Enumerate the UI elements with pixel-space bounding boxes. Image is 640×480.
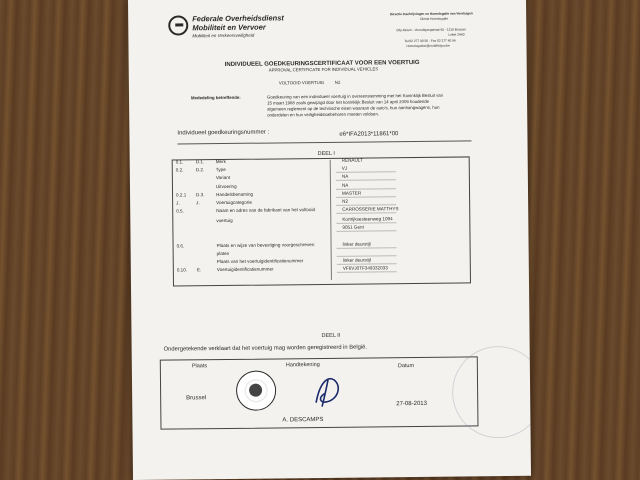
fod-logo-icon <box>168 15 188 35</box>
row-code-a: 0.10. <box>176 267 188 273</box>
row-label: platen <box>216 250 230 257</box>
row-label: Naam en adres van de fabrikant van het voltooid <box>216 207 316 214</box>
row-label: Merk <box>215 158 226 165</box>
header-service: Dienst Homologatie <box>420 16 449 21</box>
row-value: NA <box>341 173 349 179</box>
org-name-line1: Federale Overheidsdienst <box>192 13 284 24</box>
signature-label: Handtekening <box>285 362 320 369</box>
date-label: Datum <box>397 363 415 370</box>
row-code-a: J. <box>176 200 180 206</box>
header-email: Homologation@mobilit.fgov.be <box>406 43 450 49</box>
row-value: CARROSSERIE MATTHYS <box>342 206 399 212</box>
header-phone: Tel 02 277 30 50 - Fax 02 277 40 94 <box>404 38 456 44</box>
header-desk: Loket 2A60 <box>448 32 465 37</box>
row-value: VJ <box>341 165 348 171</box>
row-code-a: 0.2.1 <box>176 192 187 198</box>
row-label: Variant <box>215 174 231 181</box>
row-code-a: 0.6. <box>176 243 185 249</box>
row-code-b: D.3. <box>196 192 205 198</box>
row-value: RENAULT <box>341 157 363 163</box>
approval-number-value: e6*IFA2013*11861*00 <box>339 131 399 138</box>
org-name-line2: Mobiliteit en Vervoer <box>192 22 266 33</box>
certificate-page <box>128 0 531 480</box>
row-value: 9051 Gent <box>342 224 364 230</box>
notice-text-4: onderdelen en hun veiligheidstoebehoren moeten voldoen. <box>267 111 380 118</box>
place-label: Plaats <box>191 363 208 370</box>
row-value: Kortrijksesteenweg 1094 <box>342 216 393 222</box>
date-value: 27-08-2013 <box>396 400 427 408</box>
row-code-b: J. <box>196 200 200 206</box>
row-value: N2 <box>342 198 349 204</box>
signature-declaration: Ondergetekende verklaart dat het voertuig mag worden geregistreerd in België. <box>163 344 368 353</box>
row-label: Uitvoering <box>215 183 237 190</box>
header-dept: Directie Inschrijvingen en Homologatie van Voertuigen <box>390 11 473 17</box>
row-value: linker deurstijl <box>342 257 371 263</box>
row-code-b: D.2. <box>195 167 205 173</box>
org-name-line3: Mobiliteit en Verkeersveiligheid <box>192 32 255 39</box>
approval-number-label: Individueel goedkeuringsnummer : <box>177 129 270 137</box>
row-value: VF6VJ0TF349332033 <box>342 265 388 271</box>
place-value: Brussel <box>186 395 207 402</box>
row-label: Voertuigcategorie <box>216 199 252 206</box>
row-code-b: E. <box>196 267 202 273</box>
row-value: MASTER <box>342 190 362 196</box>
row-value: NA <box>341 182 349 188</box>
row-code-a: 0.1. <box>175 159 184 165</box>
notice-text-3: algemeen reglement op de technische eisen waaraan de auto's, hun aanhangwagens, hun <box>267 104 440 112</box>
signer-name: A. DESCAMPS <box>282 416 324 424</box>
notice-text-1: Goedkeuring van een individueel voertuig in overeenstemming met het Koninklijk Besluit van <box>266 92 444 100</box>
row-code-b: D.1. <box>195 159 205 165</box>
vehicle-type-value: N2 <box>334 79 341 85</box>
part2-title: DEEL II <box>321 332 341 339</box>
official-seal-icon <box>236 370 276 410</box>
row-value: linker deurstijl <box>342 241 371 247</box>
row-label: voertuig <box>216 217 233 224</box>
notice-label: Mededeling betreffende: <box>191 94 241 101</box>
row-label: Handelsbenaming <box>216 191 254 198</box>
row-label: Plaats van het voertuigidentificatienummer <box>216 258 304 265</box>
header-address: City Atrium - Vooruitgangstraat 56 - 1210 Brussel <box>396 27 466 33</box>
row-code-a: 0.2. <box>175 167 184 173</box>
row-code-a: 0.5. <box>176 208 184 214</box>
approval-underline <box>178 140 472 144</box>
part1-title: DEEL I <box>317 150 335 158</box>
row-label: Type <box>215 166 226 173</box>
handwritten-signature-icon <box>308 372 348 408</box>
vehicle-type-label: VOLTOOID VOERTUIG <box>278 79 325 86</box>
row-label: Plaats en wijze van bevestiging voorgeschreven <box>216 242 315 249</box>
notice-text-2: 15 maart 1968 zoals gewijzigd door het koninklijk Besluit van 14 april 2009 houdende <box>267 98 430 106</box>
document-subtitle: APPROVAL CERTIFICATE FOR INDIVIDUAL VEHICLES <box>268 66 379 73</box>
document-title: INDIVIDUEEL GOEDKEURINGSCERTIFICAAT VOOR EEN VOERTUIG <box>224 59 420 68</box>
row-label: Voertuigidentificatienummer <box>216 266 274 273</box>
